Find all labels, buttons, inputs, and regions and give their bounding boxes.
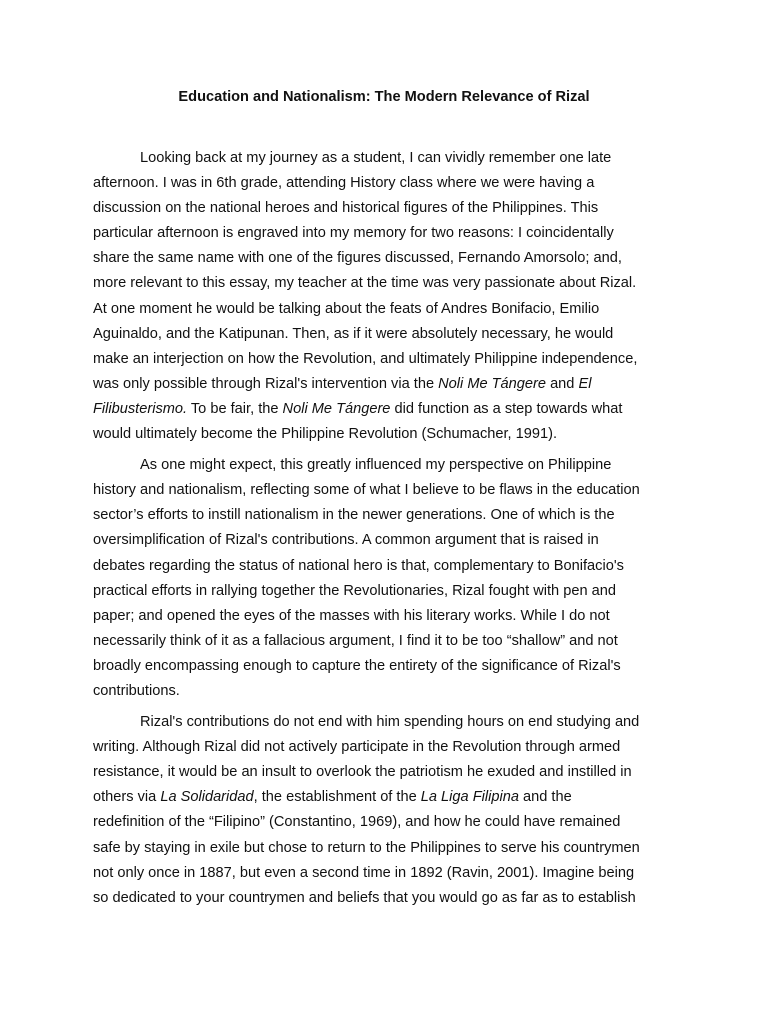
text-line: broadly encompassing enough to capture the entirety of the significance of Rizal's xyxy=(93,657,621,674)
text-line xyxy=(93,372,675,397)
text-line: make an interjection on how the Revolution, and ultimately Philippine independence, xyxy=(93,350,638,367)
text-line: particular afternoon is engraved into my memory for two reasons: I coincidentally xyxy=(93,225,614,242)
text-run: others via xyxy=(93,789,161,806)
text-line: Rizal's contributions do not end with him spending hours on end studying and xyxy=(140,714,640,731)
text-line: paper; and opened the eyes of the masses with his literary works. While I do not xyxy=(93,607,610,624)
text-run: and xyxy=(546,375,579,392)
text-line: At one moment he would be talking about the feats of Andres Bonifacio, Emilio xyxy=(93,300,600,317)
text-line: practical efforts in rallying together the Revolutionaries, Rizal fought with pen and xyxy=(93,582,616,599)
paragraph-1 xyxy=(93,146,675,447)
text-line: contributions. xyxy=(93,682,180,699)
text-line: oversimplification of Rizal's contributions. A common argument that is raised in xyxy=(93,532,599,549)
text-line: redefinition of the “Filipino” (Constantino, 1969), and how he could have remained xyxy=(93,814,621,831)
paragraph-2 xyxy=(93,453,675,704)
text-run: , the establishment of the xyxy=(253,789,421,806)
text-run: To be fair, the xyxy=(187,400,283,417)
book-title-noli: Noli Me Tángere xyxy=(438,375,547,392)
book-title-fili-end: Filibusterismo. xyxy=(93,400,188,417)
text-line: would ultimately become the Philippine Revolution (Schumacher, 1991). xyxy=(93,426,558,443)
text-line: debates regarding the status of national hero is that, complementary to Bonifacio's xyxy=(93,557,624,574)
text-line: afternoon. I was in 6th grade, attending History class where we were having a xyxy=(93,175,595,192)
document-body xyxy=(93,146,675,917)
text-line: necessarily think of it as a fallacious argument, I find it to be too “shallow” and not xyxy=(93,632,618,649)
text-line: so dedicated to your countrymen and beliefs that you would go as far as to establish xyxy=(93,889,636,906)
document-title: Education and Nationalism: The Modern Relevance of Rizal xyxy=(178,89,590,105)
text-line: more relevant to this essay, my teacher at the time was very passionate about Rizal. xyxy=(93,275,637,292)
text-run: and the xyxy=(518,789,572,806)
book-title-fili-start: El xyxy=(578,375,592,392)
text-line: safe by staying in exile but chose to return to the Philippines to serve his countrymen xyxy=(93,839,640,856)
text-run: was only possible through Rizal's intervention via the xyxy=(93,375,439,392)
text-line: resistance, it would be an insult to overlook the patriotism he exuded and instilled in xyxy=(93,764,632,781)
text-line: As one might expect, this greatly influenced my perspective on Philippine xyxy=(140,457,612,474)
text-line: share the same name with one of the figures discussed, Fernando Amorsolo; and, xyxy=(93,250,622,267)
organization-name: La Liga Filipina xyxy=(420,789,519,806)
text-line xyxy=(93,785,675,810)
paragraph-3 xyxy=(93,710,675,911)
publication-title: La Solidaridad xyxy=(160,789,254,806)
text-line: Looking back at my journey as a student, I can vividly remember one late xyxy=(140,150,612,166)
text-line: sector’s efforts to instill nationalism in the newer generations. One of which is the xyxy=(93,507,615,524)
text-line: history and nationalism, reflecting some of what I believe to be flaws in the education xyxy=(93,482,640,499)
text-line: not only once in 1887, but even a second time in 1892 (Ravin, 2001). Imagine being xyxy=(93,864,635,881)
text-line: Aguinaldo, and the Katipunan. Then, as if it were absolutely necessary, he would xyxy=(93,325,614,342)
text-line: discussion on the national heroes and historical figures of the Philippines. This xyxy=(93,200,599,217)
text-line xyxy=(93,397,675,422)
text-line: writing. Although Rizal did not actively participate in the Revolution through armed xyxy=(93,739,621,756)
text-run: did function as a step towards what xyxy=(390,400,623,417)
book-title-noli: Noli Me Tángere xyxy=(282,400,391,417)
